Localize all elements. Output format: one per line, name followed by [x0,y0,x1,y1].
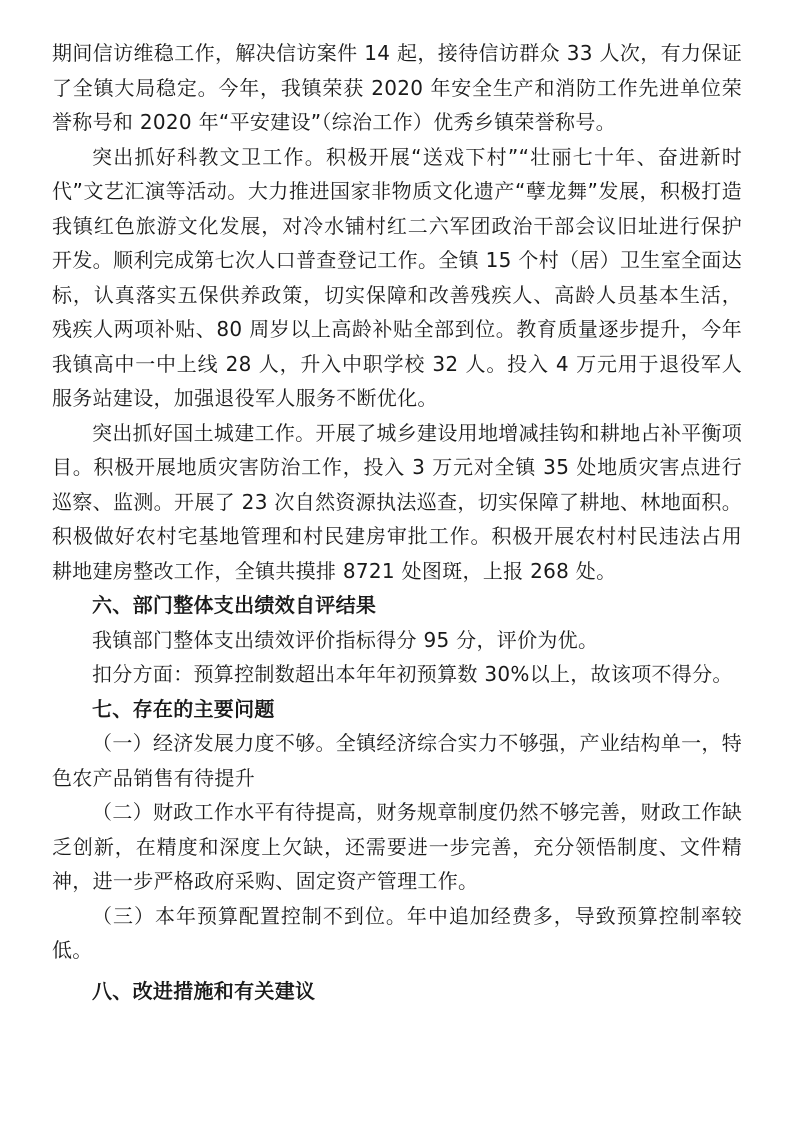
paragraph-science-education-culture-health: 突出抓好科教文卫工作。积极开展“送戏下村”“壮丽七十年、奋进新时代”文艺汇演等活动。大力推进国家非物质文化遗产“孽龙舞”发展，积极打造我镇红色旅游文化发展，对冷水铺村红二六军团政治干部会议旧址进行保护开发。顺利完成第七次人口普查登记工作。全镇 15 个村（居）卫生室全面达标，认真落实五保供养政策，切实保障和改善残疾人、高龄人员基本生活，残疾人两项补贴、80 周岁以上高龄补贴全部到位。教育质量逐步提升，今年我镇高中一中上线 28 人，升入中职学校 32 人。投入 4 万元用于退役军人服务站建设，加强退役军人服务不断优化。 [52,144,742,410]
section-heading-7: 七、存在的主要问题 [92,696,275,721]
paragraph-deduction: 扣分方面：预算控制数超出本年年初预算数 30%以上，故该项不得分。 [92,662,733,686]
paragraph-issue-1: （一）经济发展力度不够。全镇经济综合实力不够强，产业结构单一，特色农产品销售有待提升 [52,731,742,790]
document-body [52,36,742,1008]
section-heading-6: 六、部门整体支出绩效自评结果 [92,593,377,617]
paragraph-performance-score: 我镇部门整体支出绩效评价指标得分 95 分，评价为优。 [92,627,599,652]
paragraph-issue-3: （三）本年预算配置控制不到位。年中追加经费多，导致预算控制率较低。 [52,903,742,962]
section-heading-8: 八、改进措施和有关建议 [92,978,316,1003]
paragraph-land-urban-construction: 突出抓好国土城建工作。开展了城乡建设用地增减挂钩和耕地占补平衡项目。积极开展地质灾害防治工作，投入 3 万元对全镇 35 处地质灾害点进行巡察、监测。开展了 23 次自然资源执法巡查，切实保障了耕地、林地面积。积极做好农村宅基地管理和村民建房审批工作。积极开展农村村民违法占用耕地建房整改工作，全镇共摸排 8721 处图斑，上报 268 处。 [52,420,742,583]
paragraph-issue-2: （二）财政工作水平有待提高，财务规章制度仍然不够完善，财政工作缺乏创新，在精度和深度上欠缺，还需要进一步完善，充分领悟制度、文件精神，进一步严格政府采购、固定资产管理工作。 [52,800,742,893]
paragraph-petition-stability: 期间信访维稳工作，解决信访案件 14 起，接待信访群众 33 人次，有力保证了全镇大局稳定。今年，我镇荣获 2020 年安全生产和消防工作先进单位荣誉称号和 2020 年“平安建设”（综治工作）优秀乡镇荣誉称号。 [52,41,742,134]
